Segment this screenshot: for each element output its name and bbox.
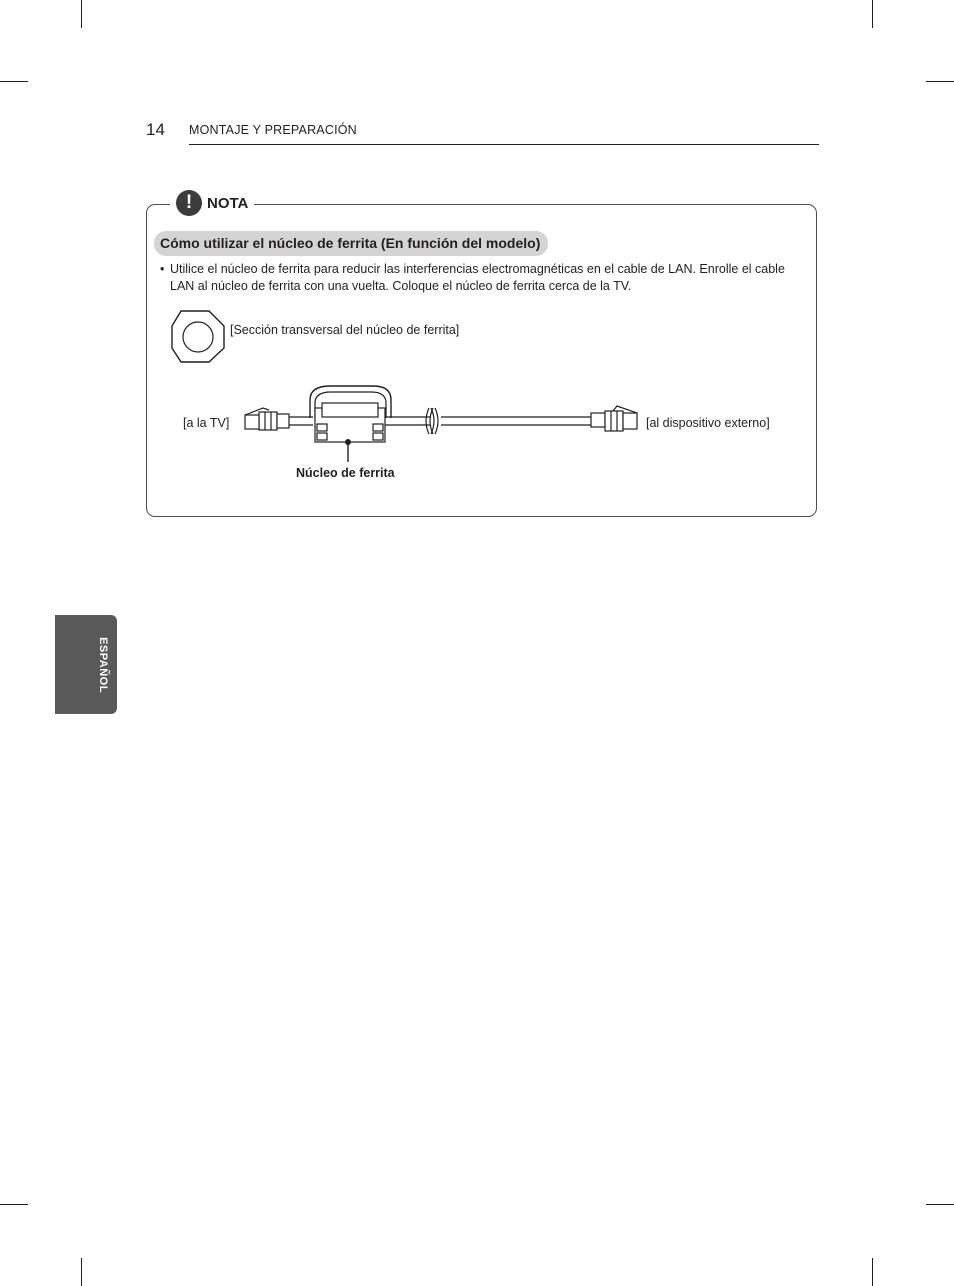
note-heading: [170, 188, 254, 218]
ferrite-core-label: Núcleo de ferrita: [296, 466, 395, 480]
ferrite-cross-section-icon: [172, 311, 224, 362]
to-external-device-label: [al dispositivo externo]: [646, 416, 770, 430]
to-tv-label: [a la TV]: [183, 416, 230, 430]
pointer-dot: [345, 439, 351, 445]
page-number: 14: [146, 120, 165, 139]
header-rule: [189, 144, 819, 145]
crop-mark: [0, 81, 28, 82]
crop-mark: [926, 1204, 954, 1205]
section-title: MONTAJE Y PREPARACIÓN: [189, 123, 357, 137]
crop-mark: [81, 0, 82, 28]
exclamation-icon: !: [176, 190, 202, 216]
crop-mark: [926, 81, 954, 82]
cross-section-label: [Sección transversal del núcleo de ferrita]: [230, 323, 460, 337]
bullet-item: [160, 261, 800, 295]
right-rj45-connector-icon: [591, 406, 637, 431]
ferrite-core-icon: [310, 386, 391, 442]
crop-mark: [81, 1258, 82, 1286]
language-tab-label: ESPAÑOL: [97, 636, 109, 693]
language-side-tab: [55, 615, 117, 714]
bullet-dot: •: [160, 262, 165, 276]
note-label: NOTA: [207, 194, 249, 212]
crop-mark: [872, 1258, 873, 1286]
crop-mark: [872, 0, 873, 28]
crop-mark: [0, 1204, 28, 1205]
note-subheading: Cómo utilizar el núcleo de ferrita (En función del modelo): [154, 231, 548, 256]
left-rj45-connector-icon: [245, 408, 289, 430]
bullet-text: Utilice el núcleo de ferrita para reducir las interferencias electromagnéticas en el cable de LAN. Enrolle el cable LAN al núcleo de ferrita con una vuelta. Coloque el núcleo de ferrita cerca de la TV.: [170, 262, 785, 293]
